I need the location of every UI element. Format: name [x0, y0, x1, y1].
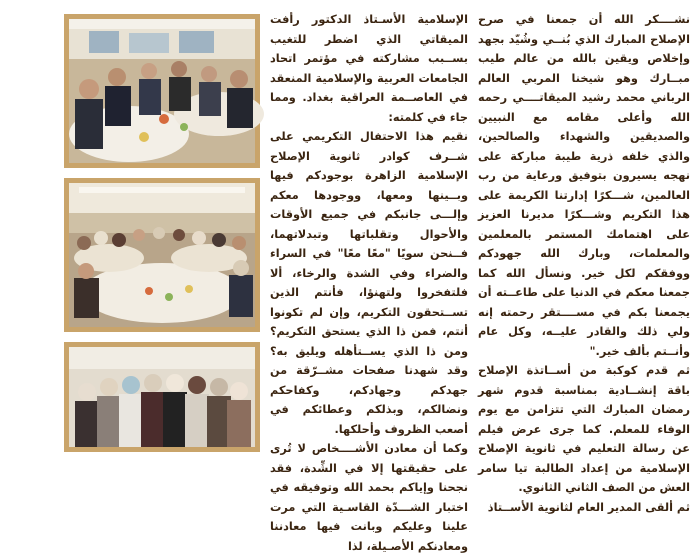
- article-paragraph: نشــــكر الله أن جمعنا في صرح الإصلاح المبارك الذي بُنــي وشُيّد بجهد وإخلاص ويقين بالله من عالم طيب مبــارك وهو شيخنا المربي العالم الرباني محمد رشيد الميقاتــــي رحمه الله وأعلى مقامه مع النبيين والصديقين والشهداء والصالحين، والذي خلفه ذرية طيبة مباركة على نهجه يسيرون بتوفيق ورعاية من رب العالمين، شـــكرًا إدارتنا الكريمة على هذا التكريم وشـــكرًا مديرنا العزيز على اهتمامك المستمر بالمعلمين والمعلمات، وبارك الله جهودكم ووفقكم لكل خير. ونسأل الله كما جمعنا معكم في الدنيا على طاعــته أن يجمعنا بكم في مســــتقر رحمته إنه ولي ذلك والقادر عليــه، وكل عام وأنــتم بألف خير.": [478, 13, 690, 358]
- article-column-middle: [270, 10, 468, 553]
- women-group-image: [69, 347, 255, 447]
- article-paragraph: نقيم هذا الاحتفال التكريمي على شــرف كوادر ثانوية الإصلاح الإسلامية الزاهرة بوجودكم فيها وبــينها ومعها، ووجودها معكم وإلـــى جانبكم في جميع الأوقات والأحوال وتقلباتها وتبدلاتهما، فــنحن سويًا "معًا معًا" في السراء والضراء وفي الشدة والرخاء، ألا فلتفخروا ولتهنؤا، فأنتم الذين تســتحقون التكريم، وإن لم تكونوا أنتم، فمن ذا الذي يستحق التكريم؟ ومن ذا الذي يســتأهله ويليق به؟ وقد شهدنا صفحات مشــرّقة من جهدكم وجهادكم، وكفاحكم ونضالكم، وبذلكم وعطائكم في أصعب الظروف وأحلكها.: [270, 130, 468, 436]
- banquet-hall-image: [69, 183, 255, 327]
- banquet-men-image: [69, 19, 255, 163]
- banquet-hall-photo: [64, 178, 260, 332]
- article-paragraph: ثم قدم كوكبة من أســاتذة الإصلاح باقة إنشــادية بمناسبة قدوم شهر رمضان المبارك التي تتزامن مع يوم الوفاء للمعلم. كما جرى عرض فيلم عن رسالة التعليم في ثانوية الإصلاح الإسلامية من إعداد الطالبة تيا سامر العش من الصف الثاني الثانوي.: [478, 364, 690, 494]
- article-column-right: [478, 10, 690, 514]
- article-paragraph: الإسلامية الأسـتاذ الدكتور رأفت الميقاتي الذي اضطر للتغيب بســبب مشاركته في مؤتمر اتحاد الجامعات العربية والإسلامية المنعقد في العاصــمة العراقية بغداد. ومما جاء في كلمته:: [270, 13, 468, 124]
- article-paragraph: وكما أن معادن الأشــــخاص لا تُرى على حقيقتها إلا في الشِّدة، فقد نجحنا وإياكم بحمد الله وتوفيقه في اختبار الشـــدّة القاسـية التي مرت علينا وعليكم وبانت فيها معادننا ومعادنكم الأصـيلة، لذا: [270, 442, 468, 553]
- women-group-photo: [64, 342, 260, 452]
- article-paragraph: ثم ألقى المدير العام لثانوية الأســتاذ: [487, 500, 690, 514]
- banquet-men-photo: [64, 14, 260, 168]
